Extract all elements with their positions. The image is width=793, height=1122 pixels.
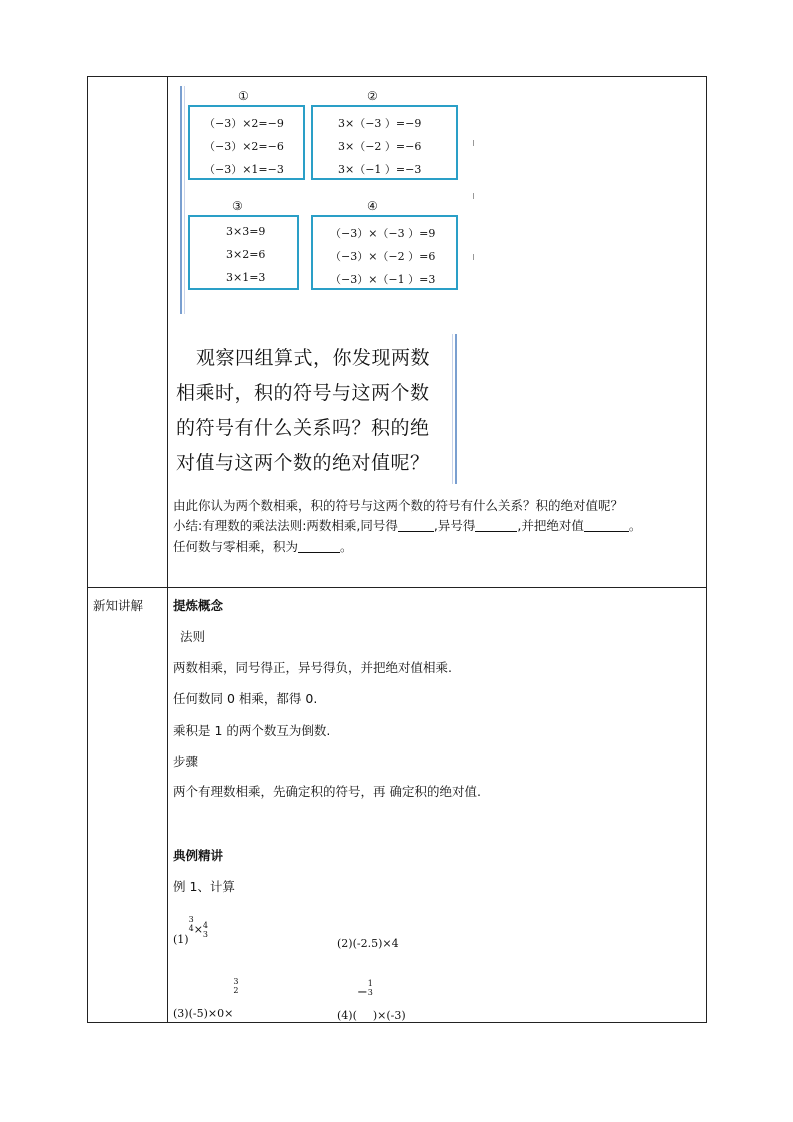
minus-sign: − (356, 985, 368, 1000)
question-text: 由此你认为两个数相乘，积的符号与这两个数的符号有什么关系？积的绝对值呢？ (173, 498, 624, 513)
group-label: ① (238, 89, 249, 103)
denominator: 3 (202, 930, 208, 939)
blank-field (584, 519, 629, 532)
zero-text: 任何数与零相乘，积为 (173, 539, 299, 554)
equation: （−3）×2=−6 (204, 140, 284, 153)
steps-text: 两个有理数相乘，先确定积的符号，再 确定积的绝对值. (173, 784, 481, 799)
problem-2: (2)(-2.5)×4 (337, 937, 399, 950)
column-divider (167, 76, 168, 1023)
numerator: 1 (367, 979, 373, 988)
row-divider (87, 587, 707, 588)
denominator: 3 (367, 988, 373, 997)
summary-line (173, 516, 641, 534)
equation: 3×1=3 (226, 271, 266, 284)
problem-4 (337, 979, 406, 1022)
group-label: ④ (367, 199, 378, 213)
rule-text: 任何数同 0 相乘，都得 0. (173, 691, 318, 706)
panel-left-bar (184, 86, 185, 314)
problem-suffix: )×(-3) (372, 1009, 406, 1022)
question-line: 的符号有什么关系吗？积的绝 (176, 417, 430, 439)
numerator: 3 (233, 977, 239, 986)
equation: （−3）×2=−9 (204, 117, 284, 130)
blank-field (298, 540, 340, 553)
group-label: ③ (232, 199, 243, 213)
equation: 3×（−2 ）=−6 (338, 140, 422, 153)
problem-prefix: (4)( (337, 1009, 357, 1022)
blank-field (475, 519, 517, 532)
fraction (203, 921, 208, 939)
problem-prefix: (1) (173, 933, 189, 946)
section-heading: 提炼概念 (173, 598, 224, 613)
denominator: 2 (233, 986, 239, 995)
denominator: 4 (188, 924, 194, 933)
table-right-border (706, 76, 707, 1023)
edge-mark (473, 140, 474, 146)
question-line: 对值与这两个数的绝对值呢？ (176, 452, 430, 474)
equation: 3×3=9 (226, 225, 266, 238)
question-right-bar (455, 334, 457, 484)
zero-rule-line (173, 537, 353, 555)
equation: 3×2=6 (226, 248, 266, 261)
equation: （−3）×（−3 ）=9 (330, 227, 436, 240)
summary-text: 。 (628, 518, 642, 533)
numerator: 4 (202, 921, 208, 930)
problem-3 (173, 977, 238, 1020)
summary-text: ,并把绝对值 (517, 518, 584, 533)
summary-text: 小结:有理数的乘法法则:两数相乘,同号得 (173, 518, 398, 533)
row-label: 新知讲解 (93, 598, 144, 613)
equation: （−3）×1=−3 (204, 163, 284, 176)
blank-field (398, 519, 434, 532)
equation: （−3）×（−1 ）=3 (330, 273, 436, 286)
rule-text: 乘积是 1 的两个数互为倒数. (173, 723, 331, 738)
question-line: 观察四组算式，你发现两数 (196, 347, 431, 369)
edge-mark (473, 193, 474, 199)
question-right-bar (452, 334, 453, 484)
example-heading: 典例精讲 (173, 848, 224, 863)
problem-prefix: (3)(-5)×0× (173, 1007, 234, 1020)
summary-text: ,异号得 (433, 518, 476, 533)
fraction (368, 979, 373, 997)
rule-text: 两数相乘，同号得正，异号得负，并把绝对值相乘. (173, 660, 452, 675)
fraction (233, 977, 238, 995)
equation: （−3）×（−2 ）=6 (330, 250, 436, 263)
zero-text: 。 (340, 539, 353, 554)
group-label: ② (367, 89, 378, 103)
rule-title: 法则 (180, 629, 206, 644)
panel-left-bar (180, 86, 182, 314)
example-title: 例 1、计算 (173, 879, 235, 894)
equation: 3×（−1 ）=−3 (338, 163, 422, 176)
steps-title: 步骤 (173, 754, 199, 769)
question-line: 相乘时，积的符号与这两个数 (176, 382, 430, 404)
table-top-border (87, 76, 707, 77)
edge-mark (473, 254, 474, 260)
times-sign: × (193, 923, 203, 936)
numerator: 3 (188, 915, 194, 924)
problem-1 (173, 915, 208, 946)
table-bottom-border (87, 1022, 707, 1023)
equation: 3×（−3 ）=−9 (338, 117, 422, 130)
table-left-border (87, 76, 88, 1023)
